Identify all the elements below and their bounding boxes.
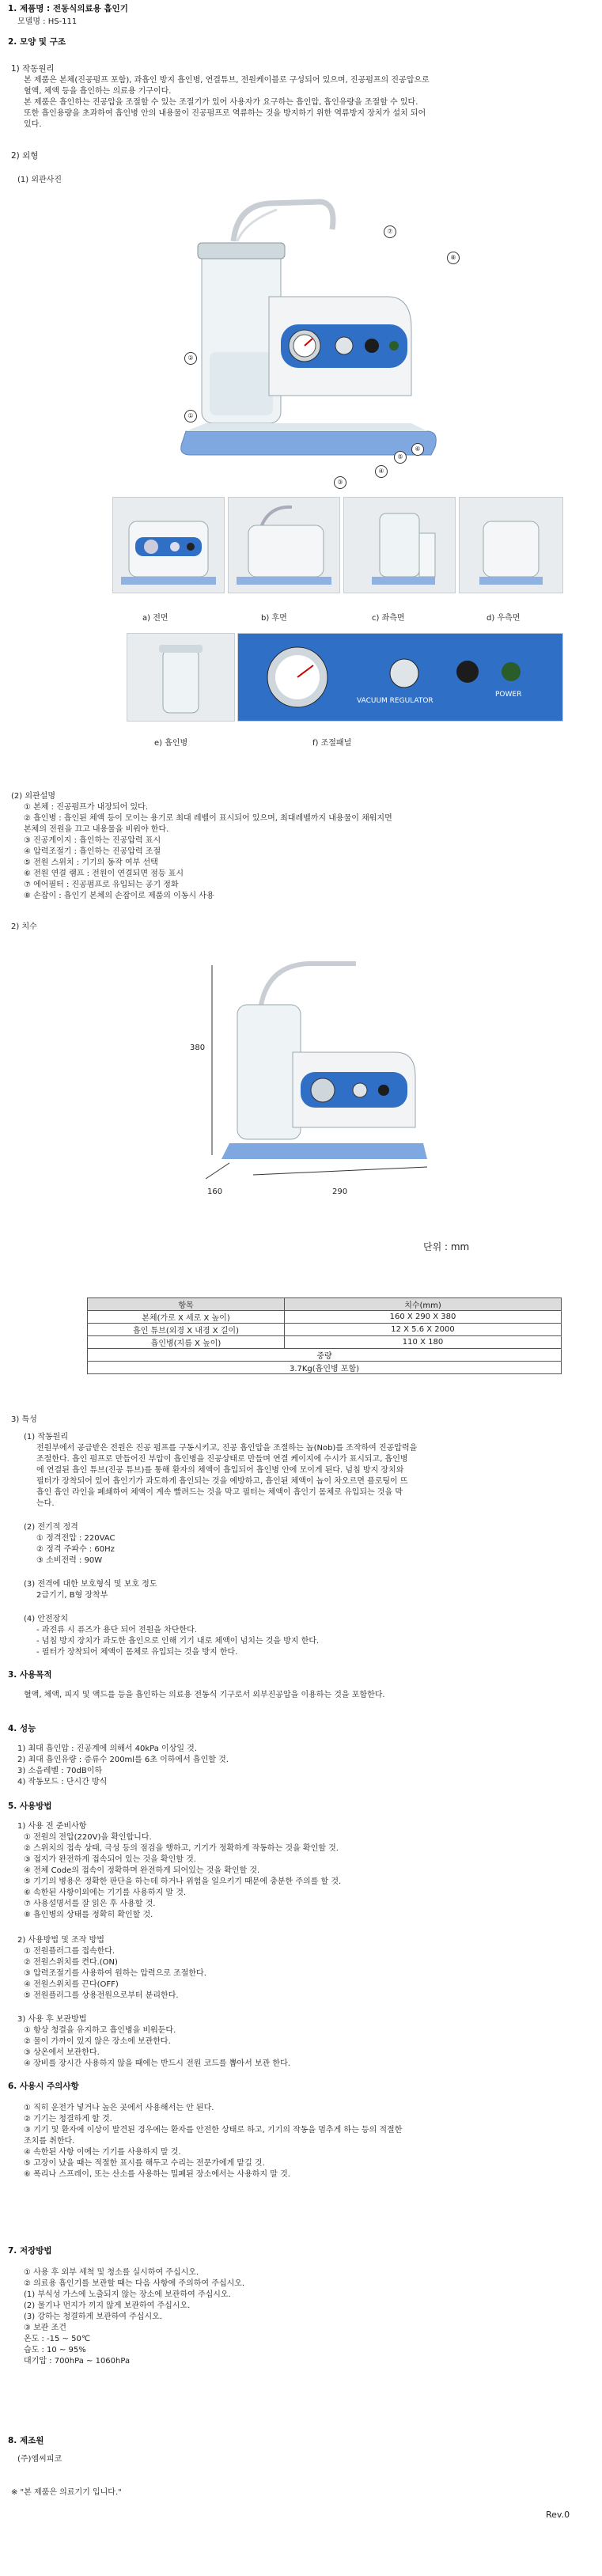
dimension-drawing — [198, 949, 451, 1187]
list-item: ④ 전원스위치를 끈다(OFF) — [24, 1980, 119, 1989]
list-item: 대기압 : 700hPa ~ 1060hPa — [24, 2357, 131, 2366]
table-header: 치수(mm) — [285, 1298, 562, 1311]
spec-line: ③ 소비전력 : 90W — [36, 1556, 103, 1565]
callout-marker: ⑥ — [411, 443, 424, 456]
power-lamp — [389, 341, 399, 350]
pressure-knob — [335, 337, 353, 354]
paragraph-line: 조절한다. 흡인 펌프로 만들어진 부압이 흡인병을 진공상태로 만들며 연결 케이지에 수시가 표시되고, 흡인병 — [36, 1455, 408, 1464]
photo-caption: d) 우측면 — [487, 614, 521, 623]
paragraph-line: 흡인 흡인 라인을 폐쇄하여 체액이 계속 빨려드는 것을 막고 필터는 체액이 흡인기 몸체로 유입되는 것을 막 — [36, 1488, 403, 1497]
subsection-title: (1) 작동원리 — [24, 1433, 68, 1441]
list-item: ③ 보관 조건 — [24, 2324, 66, 2332]
list-item: (3) 강하는 청결하게 보관하여 주십시오. — [24, 2313, 162, 2321]
subsection-title: (2) 외관설명 — [11, 792, 55, 801]
desc-line: ④ 압력조절기 : 흡인하는 진공압력 조절 — [24, 847, 161, 856]
list-item: ⑤ 고장이 났을 때는 적절한 표시를 해두고 수리는 전문가에게 맡길 것. — [24, 2159, 265, 2168]
panel-label: POWER — [495, 691, 522, 699]
photo-caption: b) 후면 — [261, 614, 287, 623]
table-cell: 흡인 튜브(외경 X 내경 X 길이) — [88, 1324, 285, 1336]
photo-caption: c) 좌측면 — [372, 614, 405, 623]
callout-marker: ⑧ — [447, 252, 460, 264]
callout-marker: ⑤ — [394, 451, 407, 464]
list-item: ② 의료용 흡인기를 보관할 때는 다음 사항에 주의하여 주십시오. — [24, 2279, 245, 2288]
list-item: 온도 : -15 ~ 50℃ — [24, 2335, 91, 2343]
desc-line: 본체의 전원을 끄고 내용물을 비워야 한다. — [24, 825, 169, 834]
paragraph-line: 있다. — [24, 120, 42, 129]
table-header: 항목 — [88, 1298, 285, 1311]
list-item: ③ 압력조절기를 사용하여 원하는 압력으로 조절한다. — [24, 1969, 206, 1978]
panel-label: VACUUM REGULATOR — [357, 697, 434, 705]
paragraph-line: 필터가 장착되어 있어 흡인기가 과도하게 흡인되는 것을 예방하고, 흡인된 체액이 놉이 차오르면 플로팅이 뜨 — [36, 1477, 408, 1486]
list-item: ⑦ 사용설명서를 잘 읽은 후 사용할 것. — [24, 1900, 156, 1908]
power-switch — [365, 339, 379, 353]
table-cell: 12 X 5.6 X 2000 — [285, 1324, 562, 1336]
photo-caption: a) 전면 — [142, 614, 168, 623]
photo-caption: e) 흡인병 — [154, 739, 188, 748]
photo-back — [228, 497, 340, 593]
table-cell: 흡인병(지름 X 높이) — [88, 1336, 285, 1349]
list-item: ⑤ 전원플러그를 상용전원으로부터 분리한다. — [24, 1991, 179, 2000]
manufacturer-name: (주)엠씨피코 — [17, 2455, 62, 2464]
list-item: ⑧ 흡인병의 상태를 정확히 확인할 것. — [24, 1911, 153, 1919]
suction-device-illustration — [174, 194, 443, 483]
subsection-title: 2) 외형 — [11, 151, 39, 161]
list-item: ① 사용 후 외부 세척 및 청소를 실시하여 주십시오. — [24, 2268, 199, 2277]
section-heading-performance: 4. 성능 — [8, 1724, 36, 1733]
list-item: ① 전원플러그를 접속한다. — [24, 1947, 115, 1956]
paragraph-line: 또한 흡인용량을 초과하여 흡인병 안의 내용물이 진공펌프로 역류하는 것을 방지하기 위한 역류방지 장치가 설치 되어 — [24, 109, 426, 118]
subsection-title: 3) 특성 — [11, 1415, 37, 1424]
paragraph-line: 는다. — [36, 1499, 55, 1508]
list-item: ③ 상온에서 보관한다. — [24, 2048, 100, 2057]
subsection-title: (4) 안전장치 — [24, 1615, 68, 1623]
model-name: 모델명 : HS-111 — [17, 17, 78, 26]
spec-line: 4) 작동모드 : 단시간 방식 — [17, 1778, 108, 1786]
list-item: ① 전원의 전압(220V)을 확인합니다. — [24, 1833, 152, 1842]
section-heading-purpose: 3. 사용목적 — [8, 1670, 52, 1680]
desc-line: ① 본체 : 진공펌프가 내장되어 있다. — [24, 803, 148, 812]
section-heading-usage: 5. 사용방법 — [8, 1801, 52, 1811]
list-item: ② 물이 가까이 있지 않은 장소에 보관한다. — [24, 2037, 171, 2046]
spec-line: 1) 최대 흡인압 : 진공계에 의해서 40kPa 이상일 것. — [17, 1744, 198, 1753]
dimension-depth: 160 — [207, 1188, 223, 1196]
section-heading-precautions: 6. 사용시 주의사항 — [8, 2082, 79, 2091]
list-item: ③ 접지가 완전하게 접속되어 있는 것을 확인할 것. — [24, 1855, 196, 1864]
callout-marker: ① — [184, 410, 197, 422]
subsection-title: 2) 사용방법 및 조작 방법 — [17, 1936, 104, 1945]
list-item: ① 직히 운전가 넣거나 높은 곳에서 사용해서는 안 된다. — [24, 2104, 214, 2112]
subsection-title: 1) 사용 전 준비사항 — [17, 1822, 87, 1831]
dimension-width: 290 — [332, 1188, 348, 1196]
subsection-title: 1) 작동원리 — [11, 64, 55, 74]
table-row — [88, 1362, 562, 1374]
paragraph-line: 본 제품은 본체(진공펌프 포함), 과흡인 방지 흡인병, 연결튜브, 전원케이블로 구성되어 있으며, 진공펌프의 진공압으로 — [24, 76, 430, 85]
callout-marker: ⑦ — [384, 225, 396, 238]
section-heading-shape: 2. 모양 및 구조 — [8, 37, 66, 47]
list-item: 습도 : 10 ~ 95% — [24, 2346, 86, 2354]
list-item: ⑥ 폭리나 스프레이, 또는 산소를 사용하는 밀폐된 장소에서는 사용하지 말 것. — [24, 2170, 290, 2179]
dimension-height: 380 — [190, 1044, 206, 1052]
desc-line: ⑧ 손잡이 : 흡인기 본체의 손잡이로 제품의 이동시 사용 — [24, 892, 214, 900]
callout-marker: ④ — [375, 465, 388, 478]
desc-line: ⑥ 전원 연결 램프 : 전원이 연결되면 점등 표시 — [24, 869, 184, 878]
subsection-title: 2) 치수 — [11, 922, 37, 931]
spec-line: 3) 소음레벨 : 70dB이하 — [17, 1767, 103, 1775]
photo-front — [112, 497, 225, 593]
list-item: ② 전원스위치를 켠다.(ON) — [24, 1958, 118, 1967]
subsection-title: (3) 전격에 대한 보호형식 및 보호 정도 — [24, 1580, 157, 1589]
list-item: ② 기기는 청결하게 할 것. — [24, 2115, 112, 2123]
list-item: ② 스위치의 접속 상태, 극성 등의 점검을 행하고, 기기가 정확하게 작동하는 것을 확인할 것. — [24, 1844, 339, 1853]
callout-marker: ③ — [334, 476, 346, 489]
spec-line: - 필터가 장착되어 체액이 몸체로 유입되는 것을 방지 한다. — [36, 1648, 238, 1657]
paragraph-line: 본 제품은 흡인하는 진공압을 조절할 수 있는 조절기가 있어 사용자가 요구하는 흡인압, 흡인유량을 조절할 수 있다. — [24, 98, 418, 107]
paragraph-line: 혈액, 체액 등을 흡인하는 의료용 기구이다. — [24, 87, 172, 96]
table-cell: 중량 — [88, 1349, 562, 1362]
table-cell: 160 X 290 X 380 — [285, 1311, 562, 1324]
spec-line: ② 정격 주파수 : 60Hz — [36, 1545, 115, 1554]
table-row — [88, 1311, 562, 1324]
list-item: 조치를 취한다. — [24, 2137, 75, 2146]
table-cell: 본체(가로 X 세로 X 높이) — [88, 1311, 285, 1324]
photo-left — [343, 497, 456, 593]
spec-line: - 넘침 방지 장치가 과도한 흡인으로 인해 기기 내로 체액이 넘치는 것을 방지 한다. — [36, 1637, 320, 1646]
subsection-title: (2) 전기적 정격 — [24, 1523, 78, 1532]
paragraph-line: 에 연결된 흡인 튜브(진공 튜브)를 통해 환자의 체액이 흡입되어 흡인병 안에 모이게 된다. 넘침 방지 장치와 — [36, 1466, 404, 1475]
paragraph-line: 혈액, 체액, 피지 및 액드를 등을 흡인하는 의료용 전동식 기구로서 외부진공압을 이용하는 것을 포함한다. — [24, 1691, 385, 1699]
product-title: 1. 제품명 : 전동식의료용 흡인기 — [8, 4, 128, 13]
list-item: ③ 기기 및 환자에 이상이 발견된 경우에는 환자를 안전한 상태로 하고, 기기의 작동을 멈추게 하는 등의 적절한 — [24, 2126, 403, 2135]
table-cell: 3.7Kg(흡인병 포함) — [88, 1362, 562, 1374]
desc-line: ② 흡인병 : 흡인된 체액 등이 모이는 용기로 최대 레벨이 표시되어 있으며, 최대레벨까지 내용물이 채워지면 — [24, 814, 392, 823]
photo-jar — [127, 633, 235, 722]
table-row — [88, 1336, 562, 1349]
list-item: ① 항상 청결을 유지하고 흡인병을 비워둔다. — [24, 2026, 176, 2035]
table-row — [88, 1324, 562, 1336]
spec-line: 2급기기, B형 장착부 — [36, 1591, 108, 1600]
desc-line: ⑤ 전원 스위치 : 기기의 동작 여부 선택 — [24, 858, 158, 867]
desc-line: ⑦ 에어필터 : 진공펌프로 유입되는 공기 정화 — [24, 881, 179, 889]
unit-label: 단위 : mm — [423, 1241, 470, 1252]
table-cell: 110 X 180 — [285, 1336, 562, 1349]
spec-line: ① 정격전압 : 220VAC — [36, 1534, 115, 1543]
subsection-title: (1) 외관사진 — [17, 176, 62, 184]
regulatory-note: ※ "본 제품은 의료기기 입니다." — [11, 2488, 122, 2497]
photo-caption: f) 조절패널 — [312, 739, 352, 748]
table-row — [88, 1349, 562, 1362]
list-item: ⑤ 기기의 병용은 정확한 판단을 하는데 하거나 위험을 일으키기 때문에 충분한 주의를 할 것. — [24, 1877, 342, 1886]
list-item: (2) 물기나 먼지가 끼지 않게 보관하여 주십시오. — [24, 2301, 191, 2310]
callout-marker: ② — [184, 352, 197, 365]
photo-panel — [237, 633, 563, 722]
list-item: ④ 속한된 사항 이에는 기기를 사용하지 말 것. — [24, 2148, 181, 2157]
desc-line: ③ 진공게이지 : 흡인하는 진공압력 표시 — [24, 836, 161, 845]
spec-line: 2) 최대 흡인유량 : 증류수 200ml를 6초 이하에서 흡인할 것. — [17, 1756, 229, 1764]
list-item: ④ 장비를 장시간 사용하지 않을 때에는 반드시 전원 코드를 뽑아서 보관 한다. — [24, 2059, 290, 2068]
section-heading-manufacturer: 8. 제조원 — [8, 2436, 44, 2445]
handle — [233, 202, 333, 241]
photo-right — [459, 497, 563, 593]
revision-label: Rev.0 — [546, 2510, 570, 2520]
device-main-image — [174, 194, 443, 483]
dimension-table — [87, 1297, 562, 1374]
list-item: ⑥ 속한된 사항이외에는 기기를 사용하지 말 것. — [24, 1888, 187, 1897]
spec-line: - 과전류 시 퓨즈가 용단 되어 전원을 차단한다. — [36, 1626, 197, 1635]
section-heading-storage: 7. 저장방법 — [8, 2246, 52, 2256]
subsection-title: 3) 사용 후 보관방법 — [17, 2015, 87, 2024]
paragraph-line: 전원부에서 공급받은 전원은 진공 펌프를 구동시키고, 진공 흡인압을 조절하는 놉(Nob)를 조작하여 진공압력을 — [36, 1444, 418, 1453]
list-item: ④ 전체 Code의 접속이 정확하며 완전하게 되어있는 것을 확인할 것. — [24, 1866, 260, 1875]
list-item: (1) 부식성 가스에 노출되지 않는 장소에 보관하여 주십시오. — [24, 2290, 231, 2299]
